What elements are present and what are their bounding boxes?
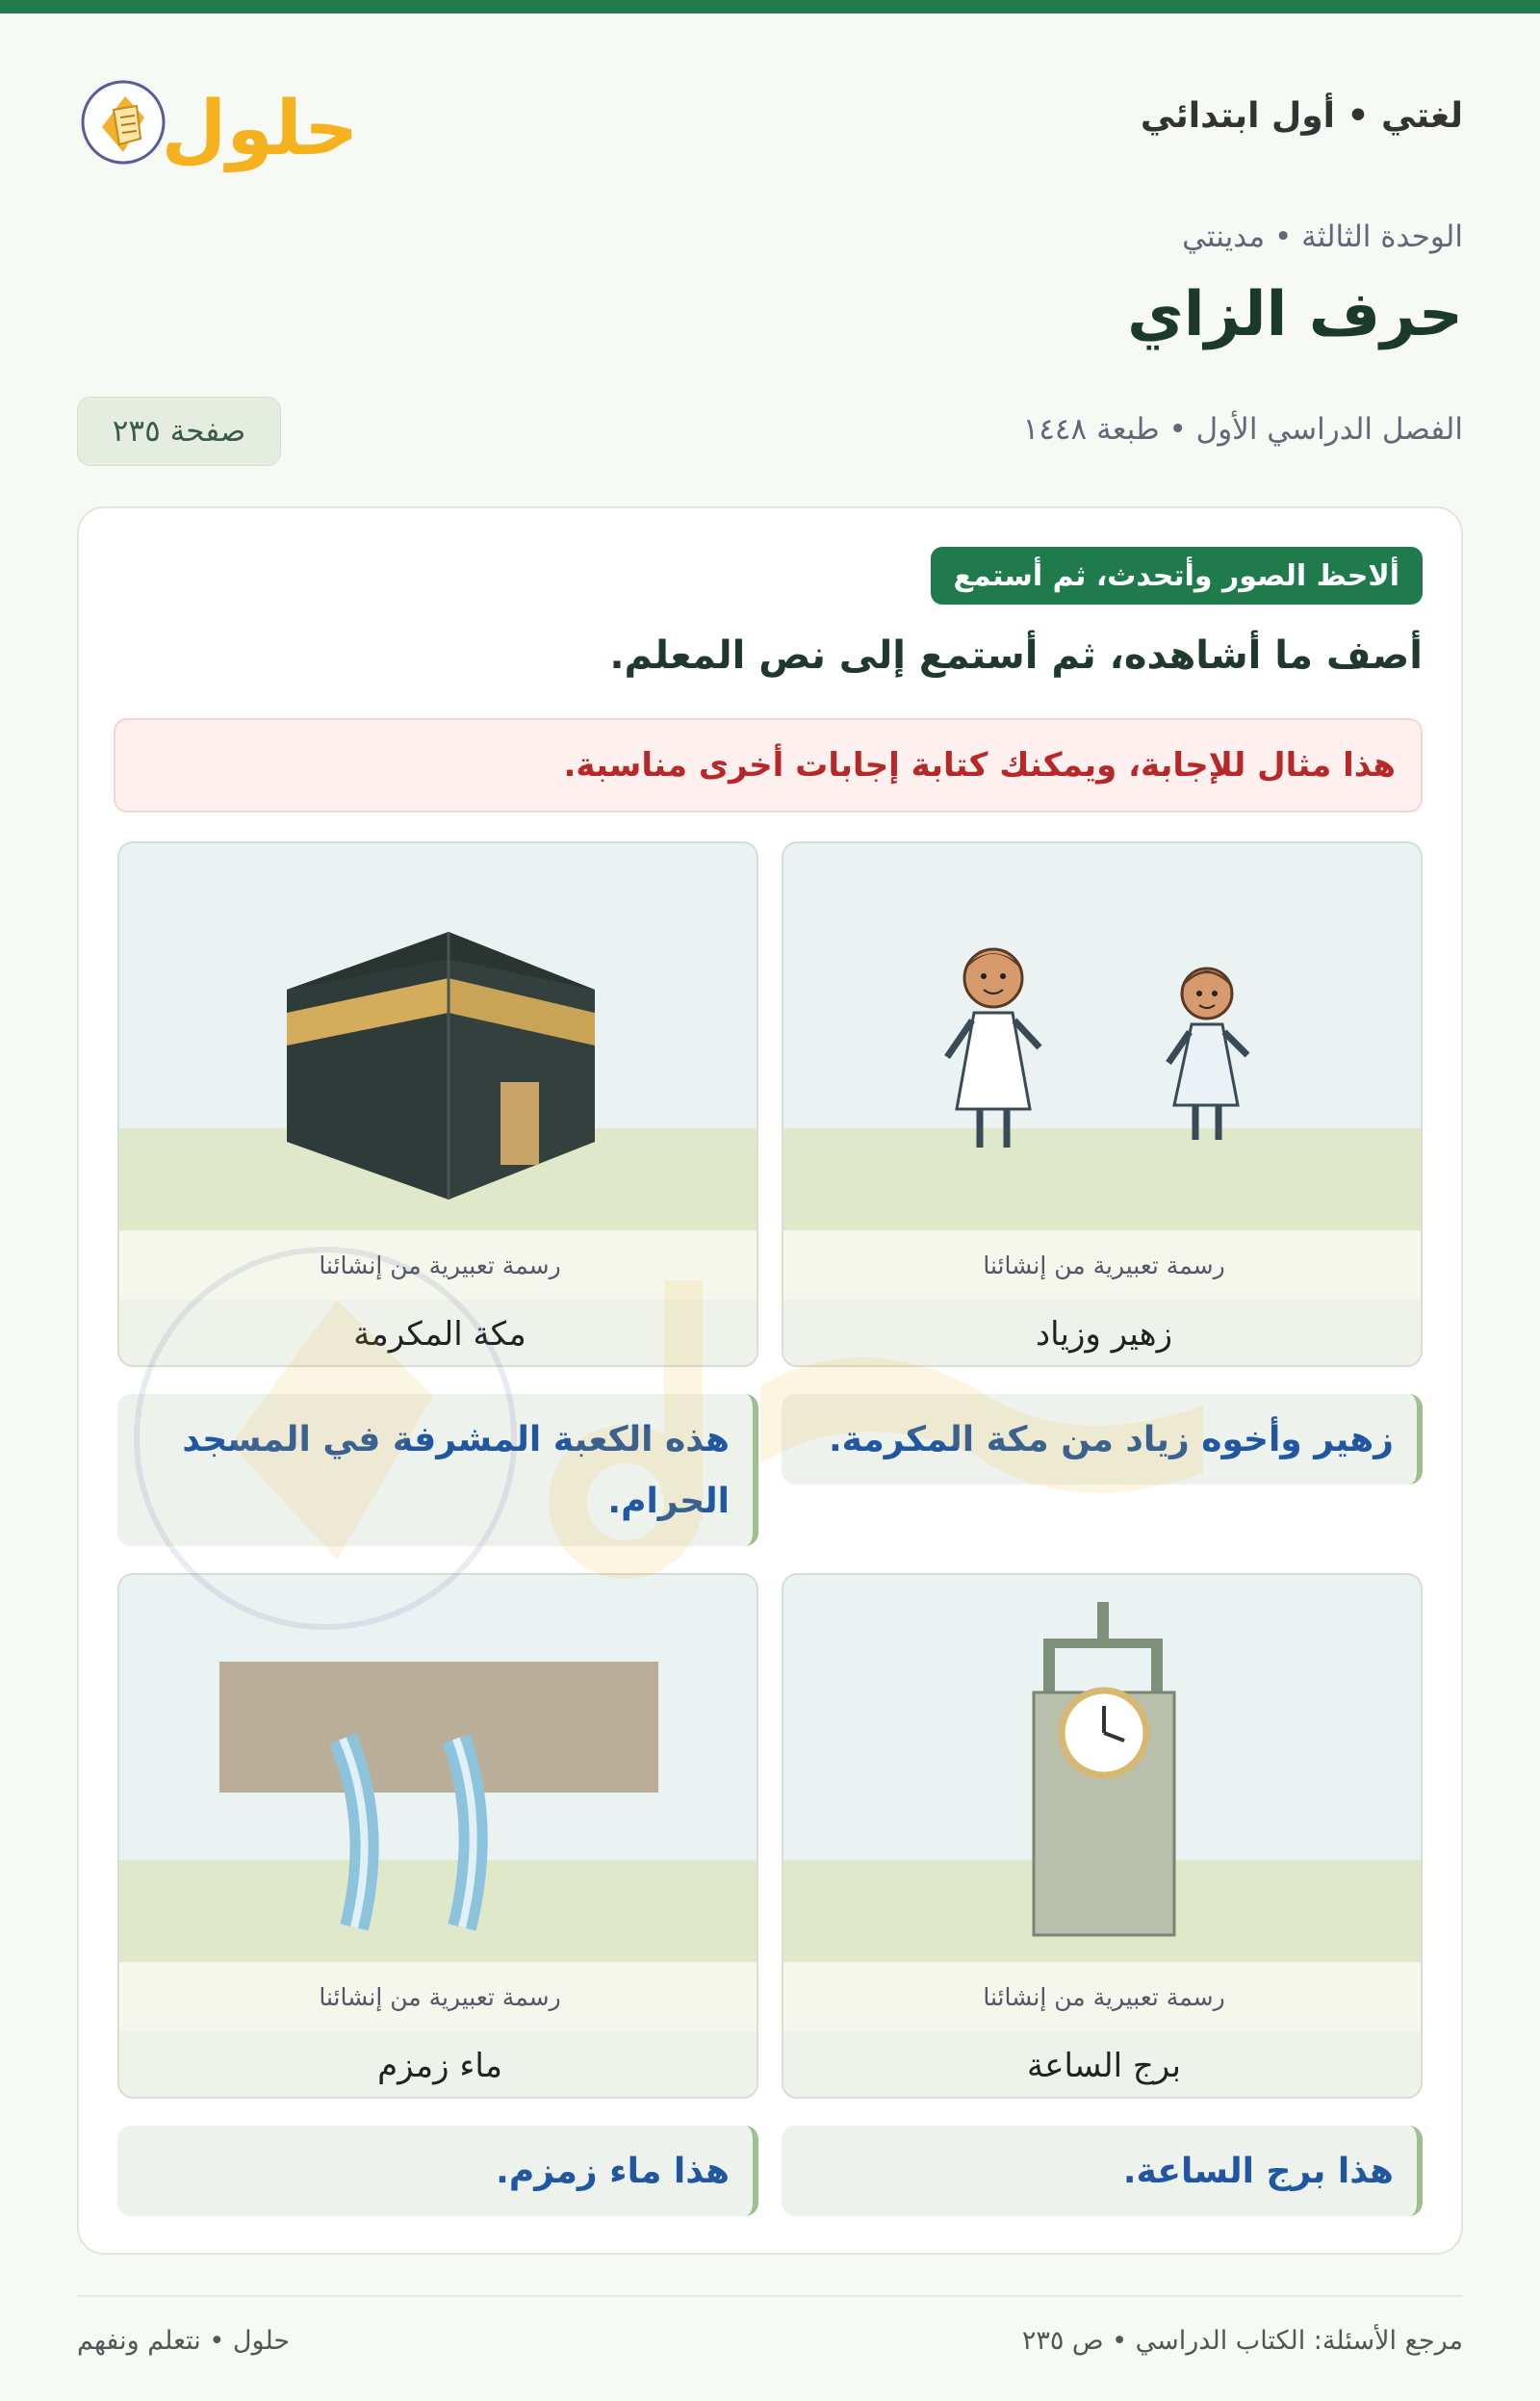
page-number-badge: صفحة ٢٣٥ [77, 397, 281, 466]
footer-reference: مرجع الأسئلة: الكتاب الدراسي • ص ٢٣٥ [1021, 2326, 1463, 2356]
activity-card [77, 506, 1463, 2255]
answer-box: هذه الكعبة المشرفة في المسجد الحرام. [117, 1394, 758, 1546]
picture-name: ماء زمزم [119, 2031, 758, 2099]
children-icon [783, 843, 1423, 1230]
answer-note: هذا مثال للإجابة، ويمكنك كتابة إجابات أخرى مناسبة. [114, 718, 1423, 813]
book-title: لغتي • أول ابتدائي [1140, 96, 1463, 136]
svg-text:حلول: حلول [161, 86, 359, 172]
activity-pill: ألاحظ الصور وأتحدث، ثم أستمع [931, 547, 1423, 605]
picture-caption-note: رسمة تعبيرية من إنشائنا [119, 1962, 758, 2031]
clock-tower-icon [783, 1575, 1423, 1962]
activity-instruction: أصف ما أشاهده، ثم أستمع إلى نص المعلم. [609, 633, 1423, 678]
picture-caption-note: رسمة تعبيرية من إنشائنا [119, 1230, 758, 1300]
picture-card-zamzam [117, 1573, 758, 2099]
answer-box: زهير وأخوه زياد من مكة المكرمة. [782, 1394, 1423, 1484]
answer-box: هذا برج الساعة. [782, 2126, 1423, 2216]
picture-name: برج الساعة [783, 2031, 1423, 2099]
unit-label: الوحدة الثالثة • مدينتي [1182, 219, 1463, 254]
footer-brand[interactable]: حلول • نتعلم ونفهم [77, 2326, 291, 2356]
picture-name: زهير وزياد [783, 1300, 1423, 1367]
picture-card-kaaba [117, 841, 758, 1367]
answer-box: هذا ماء زمزم. [117, 2126, 758, 2216]
top-accent-bar [0, 0, 1540, 13]
picture-card-clock-tower [782, 1573, 1423, 2099]
page-header [77, 60, 1463, 185]
picture-caption-note: رسمة تعبيرية من إنشائنا [783, 1230, 1423, 1300]
picture-name: مكة المكرمة [119, 1300, 758, 1367]
hulul-logo-icon[interactable] [77, 60, 366, 185]
picture-caption-note: رسمة تعبيرية من إنشائنا [783, 1962, 1423, 2031]
semester-label: الفصل الدراسي الأول • طبعة ١٤٤٨ [1022, 412, 1463, 447]
page-title: حرف الزاي [1127, 279, 1463, 350]
footer-divider [77, 2295, 1463, 2297]
zamzam-water-icon [119, 1575, 758, 1962]
picture-card-children [782, 841, 1423, 1367]
kaaba-icon [119, 843, 758, 1230]
